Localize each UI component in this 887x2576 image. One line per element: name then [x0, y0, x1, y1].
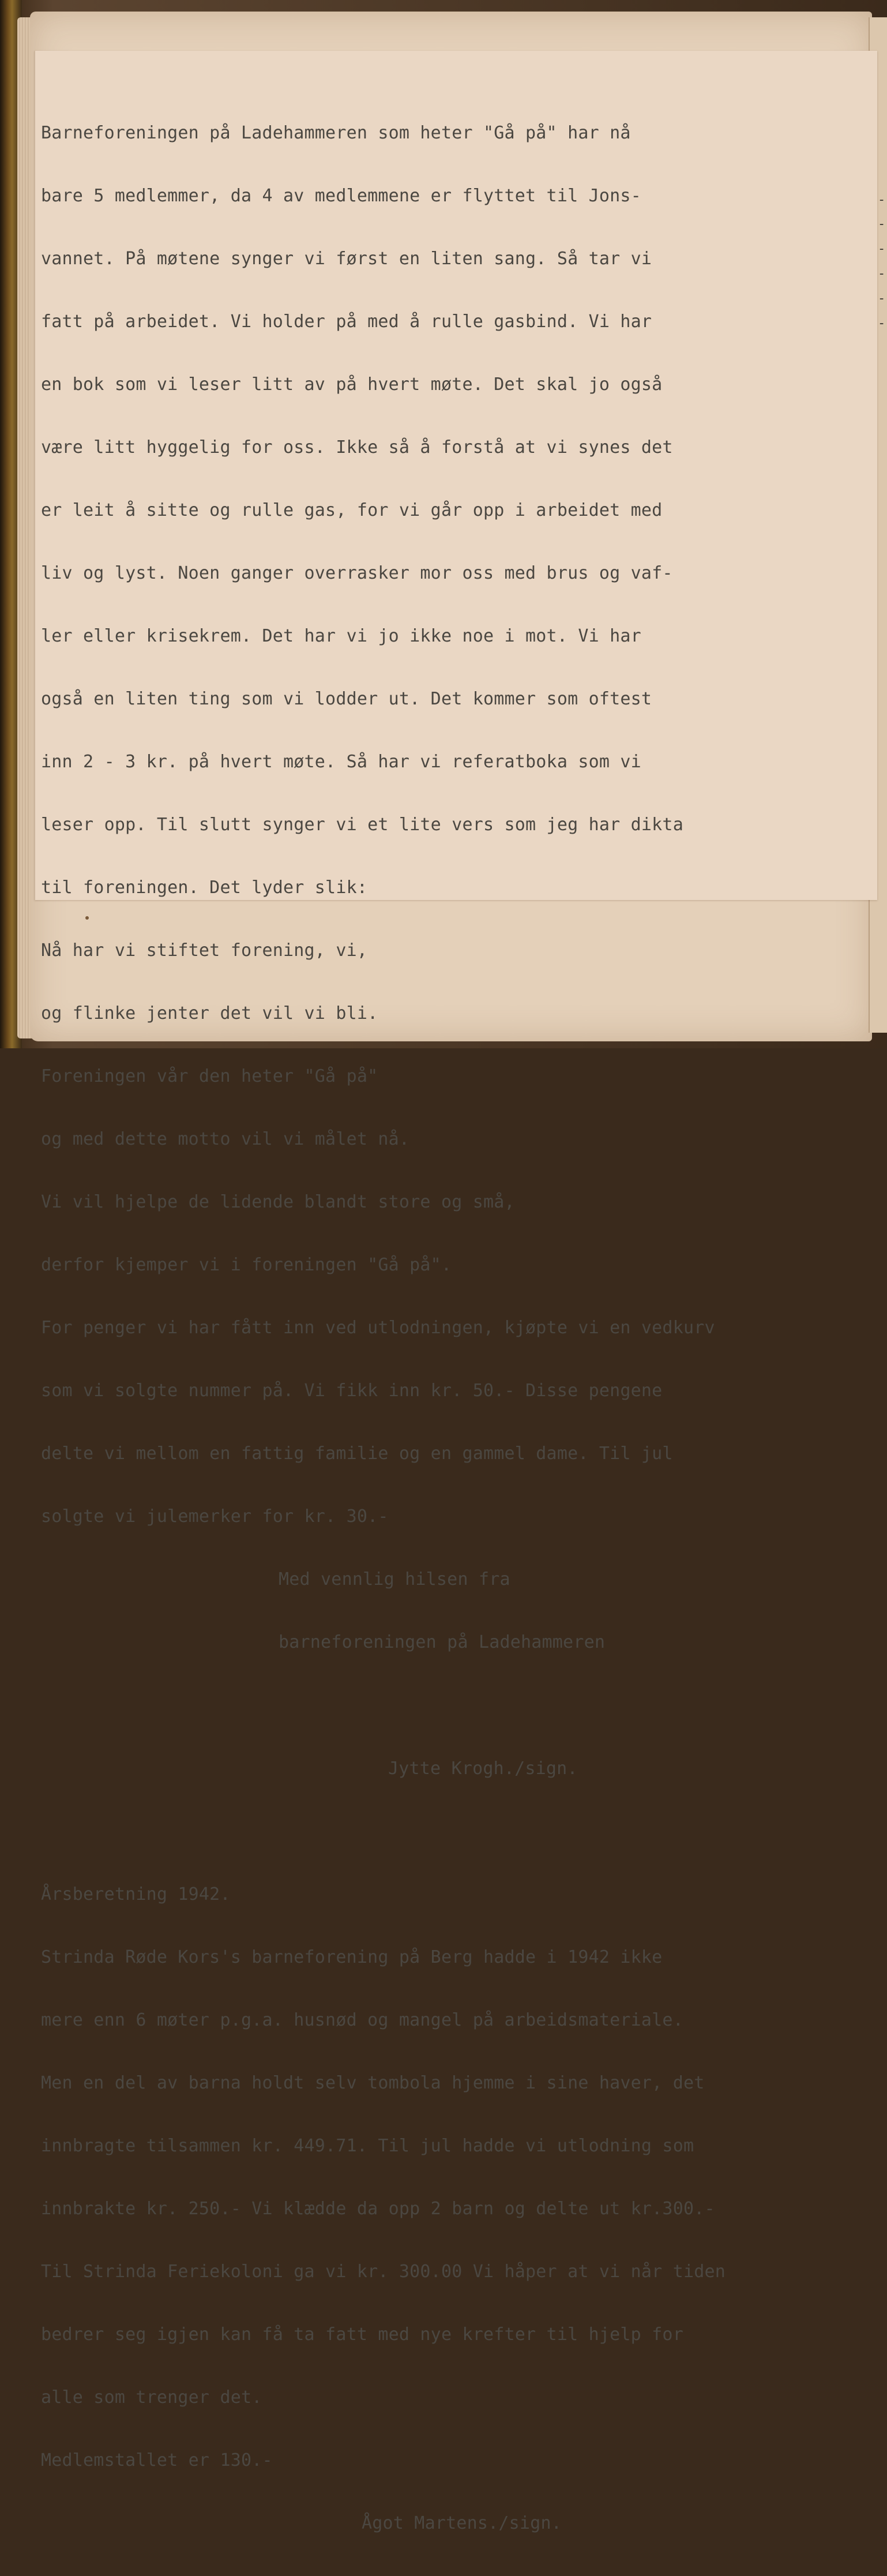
poem-line: Vi vil hjelpe de lidende blandt store og små, — [41, 1192, 515, 1213]
closing-line: Med vennlig hilsen fra — [279, 1569, 510, 1590]
text-line: fatt på arbeidet. Vi holder på med å rulle gasbind. Vi har — [41, 311, 652, 332]
facing-page-fragment: - — [878, 316, 886, 331]
typed-text-block — [41, 81, 866, 2576]
signature: Jytte Krogh./sign. — [388, 1758, 578, 1779]
poem-line: derfor kjemper vi i foreningen "Gå på". — [41, 1255, 452, 1276]
facing-page-fragment: - — [878, 242, 886, 256]
text-line: er leit å sitte og rulle gas, for vi går opp i arbeidet med — [41, 500, 663, 520]
ink-dot — [85, 916, 89, 920]
text-line: liv og lyst. Noen ganger overrasker mor oss med brus og vaf- — [41, 563, 673, 583]
closing-line: barneforeningen på Ladehammeren — [279, 1632, 606, 1653]
text-line: Strinda Røde Kors's barneforening på Berg hadde i 1942 ikke — [41, 1947, 663, 1967]
text-line: inn 2 - 3 kr. på hvert møte. Så har vi referatboka som vi — [41, 752, 641, 772]
facing-page-fragment: - — [878, 291, 886, 306]
text-line: en bok som vi leser litt av på hvert møte. Det skal jo også — [41, 374, 663, 395]
poem-line: og med dette motto vil vi målet nå. — [41, 1129, 410, 1150]
blank-line — [41, 1695, 866, 1716]
typewritten-sheet — [35, 51, 877, 2533]
facing-page-fragment: - — [878, 217, 886, 231]
report-heading: Årsberetning 1942. — [41, 1884, 231, 1904]
text-line: Til Strinda Feriekoloni ga vi kr. 300.00 Vi håper at vi når tiden — [41, 2261, 726, 2282]
text-line: For penger vi har fått inn ved utlodningen, kjøpte vi en vedkurv — [41, 1318, 715, 1338]
text-line: delte vi mellom en fattig familie og en gammel dame. Til jul — [41, 1443, 673, 1464]
text-line: også en liten ting som vi lodder ut. Det kommer som oftest — [41, 688, 652, 709]
facing-page-fragment: - — [878, 193, 886, 207]
text-line: som vi solgte nummer på. Vi fikk inn kr. 50.- Disse pengene — [41, 1381, 663, 1401]
text-line: mere enn 6 møter p.g.a. husnød og mangel på arbeidsmateriale. — [41, 2009, 683, 2030]
text-line: bedrer seg igjen kan få ta fatt med nye krefter til hjelp for — [41, 2324, 683, 2345]
text-line: til foreningen. Det lyder slik: — [41, 878, 368, 898]
text-line: leser opp. Til slutt synger vi et lite vers som jeg har dikta — [41, 815, 683, 835]
text-line: alle som trenger det. — [41, 2387, 262, 2408]
text-line: være litt hyggelig for oss. Ikke så å forstå at vi synes det — [41, 437, 673, 458]
facing-page-fragment: - — [878, 267, 886, 281]
text-line: bare 5 medlemmer, da 4 av medlemmene er flyttet til Jons- — [41, 185, 641, 206]
text-line: Medlemstallet er 130.- — [41, 2450, 273, 2470]
poem-line: Nå har vi stiftet forening, vi, — [41, 940, 368, 961]
text-line: solgte vi julemerker for kr. 30.- — [41, 1506, 389, 1527]
poem-line: og flinke jenter det vil vi bli. — [41, 1003, 378, 1024]
text-line: ler eller krisekrem. Det har vi jo ikke noe i mot. Vi har — [41, 625, 641, 646]
text-line: innbragte tilsammen kr. 449.71. Til jul hadde vi utlodning som — [41, 2135, 694, 2156]
text-line: vannet. På møtene synger vi først en liten sang. Så tar vi — [41, 248, 652, 269]
text-line: Men en del av barna holdt selv tombola hjemme i sine haver, det — [41, 2072, 705, 2093]
poem-line: Foreningen vår den heter "Gå på" — [41, 1066, 378, 1087]
text-line: innbrakte kr. 250.- Vi klædde da opp 2 barn og delte ut kr.300.- — [41, 2198, 715, 2219]
signature: Ågot Martens./sign. — [362, 2513, 562, 2533]
text-line: Barneforeningen på Ladehammeren som heter "Gå på" har nå — [41, 122, 631, 143]
blank-line — [41, 1821, 866, 1842]
